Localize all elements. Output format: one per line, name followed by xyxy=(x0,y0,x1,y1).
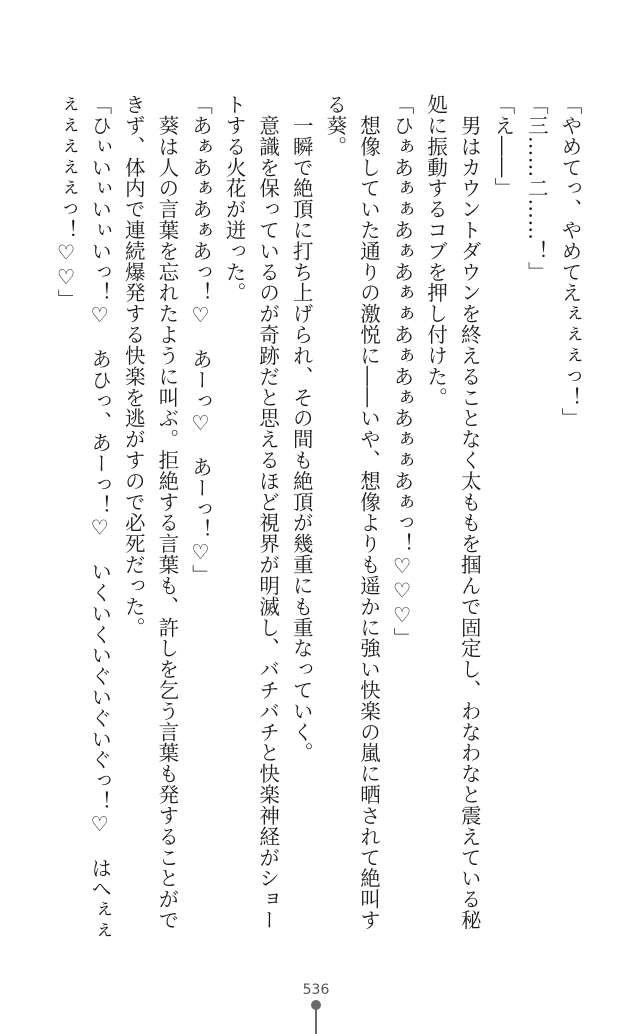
text-line: 「ひぃいぃいぃいっ！♡ あひっ、あーっ！♡ いくいくいぐいぐいぐっ！♡ はへぇぇ xyxy=(87,94,112,941)
text-line: ぇぇぇぇぇっ！♡♡」 xyxy=(54,94,79,311)
text-line: 意識を保っているのが奇跡だと思えるほど視界が明滅し、バチバチと快楽神経がショー xyxy=(255,94,280,931)
text-line: 「え――」 xyxy=(490,94,515,199)
vertical-text-body xyxy=(26,94,586,964)
text-line: 想像していた通りの激悦に――いや、想像よりも遥かに強い快楽の嵐に晒されて絶叫す xyxy=(356,94,381,931)
text-line: 一瞬で絶頂に打ち上げられ、その間も絶頂が幾重にも重なっていく。 xyxy=(289,94,314,764)
text-line: 「ひぁあぁぁあぁあぁぁあぁあぁあぁぁあぁっ！♡♡♡」 xyxy=(390,94,415,649)
text-line: 「やめてっ、やめてえぇぇぇっ！」 xyxy=(558,94,582,429)
page-number: 536 xyxy=(302,982,330,998)
text-line: 男はカウントダウンを終えることなく太ももを掴んで固定し、わなわなと震えている秘 xyxy=(457,94,482,931)
text-line: きず、体内で連続爆発する快楽を逃がすので必死だった。 xyxy=(121,94,146,638)
text-line: 「三……二……！」 xyxy=(524,94,549,283)
text-line: 葵は人の言葉を忘れたように叫ぶ。拒絶する言葉も、許しを乞う言葉も発することがで xyxy=(154,94,179,931)
text-line: 「あぁあぁあぁあっ！♡ あーっ♡ あーっ！♡」 xyxy=(188,94,213,586)
text-line: 処に振動するコブを押し付けた。 xyxy=(423,94,448,408)
text-line: トする火花が迸った。 xyxy=(222,94,247,304)
text-line: る葵。 xyxy=(322,94,347,157)
page-marker-line xyxy=(315,1008,317,1034)
